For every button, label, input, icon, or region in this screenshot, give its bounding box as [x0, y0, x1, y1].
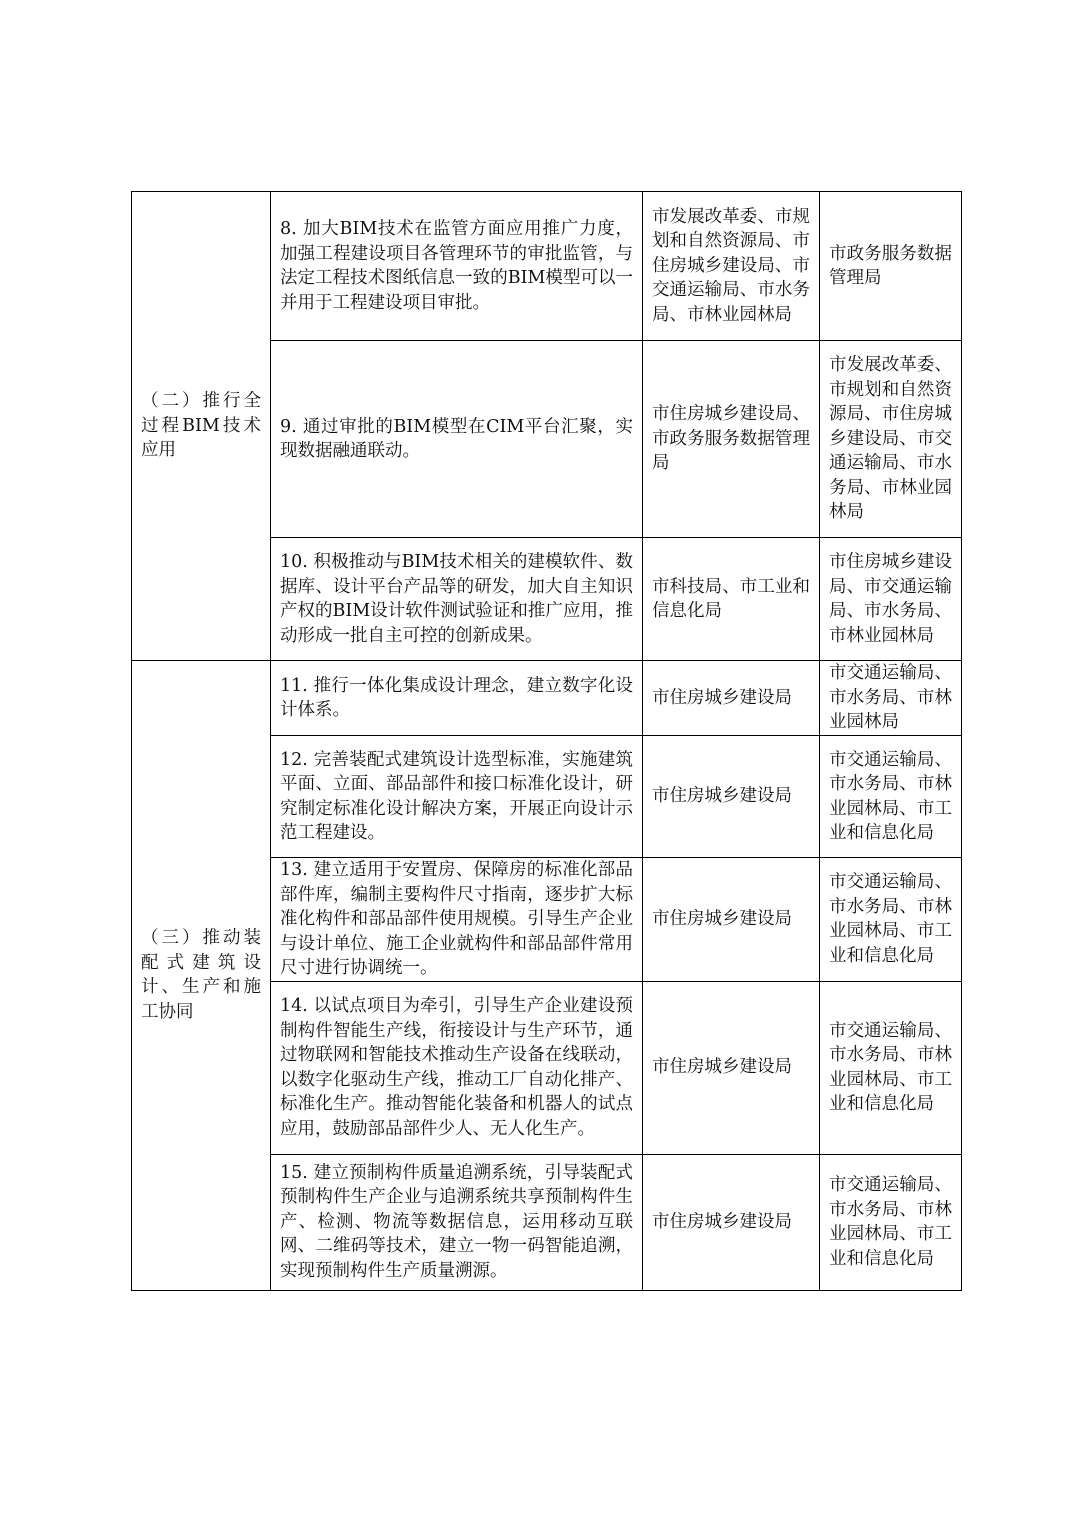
task-cell: 15. 建立预制构件质量追溯系统，引导装配式预制构件生产企业与追溯系统共享预制构件生产、检测、物流等数据信息，运用移动互联网、二维码等技术，建立一物一码智能追溯，实现预制构件生产质量溯源。: [271, 1154, 643, 1290]
cooperating-unit-cell: 市交通运输局、市水务局、市林业园林局、市工业和信息化局: [820, 1154, 962, 1290]
cooperating-unit-cell: 市交通运输局、市水务局、市林业园林局、市工业和信息化局: [820, 858, 962, 982]
task-cell: 14. 以试点项目为牵引，引导生产企业建设预制构件智能生产线，衔接设计与生产环节，通过物联网和智能技术推动生产设备在线联动，以数字化驱动生产线，推动工厂自动化排产、标准化生产。推动智能化装备和机器人的试点应用，鼓励部品部件少人、无人化生产。: [271, 981, 643, 1154]
table-row: [132, 661, 962, 736]
cooperating-unit-cell: 市交通运输局、市水务局、市林业园林局、市工业和信息化局: [820, 981, 962, 1154]
task-cell: 13. 建立适用于安置房、保障房的标准化部品部件库，编制主要构件尺寸指南，逐步扩大标准化构件和部品部件使用规模。引导生产企业与设计单位、施工企业就构件和部品部件常用尺寸进行协调统一。: [271, 858, 643, 982]
lead-unit-cell: 市发展改革委、市规划和自然资源局、市住房城乡建设局、市交通运输局、市水务局、市林业园林局: [643, 192, 820, 341]
cooperating-unit-cell: 市政务服务数据管理局: [820, 192, 962, 341]
task-cell: 12. 完善装配式建筑设计选型标准，实施建筑平面、立面、部品部件和接口标准化设计，研究制定标准化设计解决方案，开展正向设计示范工程建设。: [271, 736, 643, 858]
task-cell: 11. 推行一体化集成设计理念，建立数字化设计体系。: [271, 661, 643, 736]
lead-unit-cell: 市住房城乡建设局: [643, 736, 820, 858]
task-cell: 9. 通过审批的BIM模型在CIM平台汇聚，实现数据融通联动。: [271, 341, 643, 538]
lead-unit-cell: 市住房城乡建设局: [643, 1154, 820, 1290]
lead-unit-cell: 市科技局、市工业和信息化局: [643, 538, 820, 661]
lead-unit-cell: 市住房城乡建设局: [643, 858, 820, 982]
task-table: [131, 191, 962, 1291]
cooperating-unit-cell: 市交通运输局、市水务局、市林业园林局: [820, 661, 962, 736]
cooperating-unit-cell: 市发展改革委、市规划和自然资源局、市住房城乡建设局、市交通运输局、市水务局、市林业园林局: [820, 341, 962, 538]
table-row: [132, 192, 962, 341]
category-cell: （二）推行全过程BIM技术应用: [132, 192, 271, 661]
category-cell: （三）推动装配式建筑设计、生产和施工协同: [132, 661, 271, 1291]
lead-unit-cell: 市住房城乡建设局、市政务服务数据管理局: [643, 341, 820, 538]
task-cell: 10. 积极推动与BIM技术相关的建模软件、数据库、设计平台产品等的研发，加大自主知识产权的BIM设计软件测试验证和推广应用，推动形成一批自主可控的创新成果。: [271, 538, 643, 661]
task-cell: 8. 加大BIM技术在监管方面应用推广力度，加强工程建设项目各管理环节的审批监管，与法定工程技术图纸信息一致的BIM模型可以一并用于工程建设项目审批。: [271, 192, 643, 341]
cooperating-unit-cell: 市交通运输局、市水务局、市林业园林局、市工业和信息化局: [820, 736, 962, 858]
cooperating-unit-cell: 市住房城乡建设局、市交通运输局、市水务局、市林业园林局: [820, 538, 962, 661]
lead-unit-cell: 市住房城乡建设局: [643, 981, 820, 1154]
lead-unit-cell: 市住房城乡建设局: [643, 661, 820, 736]
